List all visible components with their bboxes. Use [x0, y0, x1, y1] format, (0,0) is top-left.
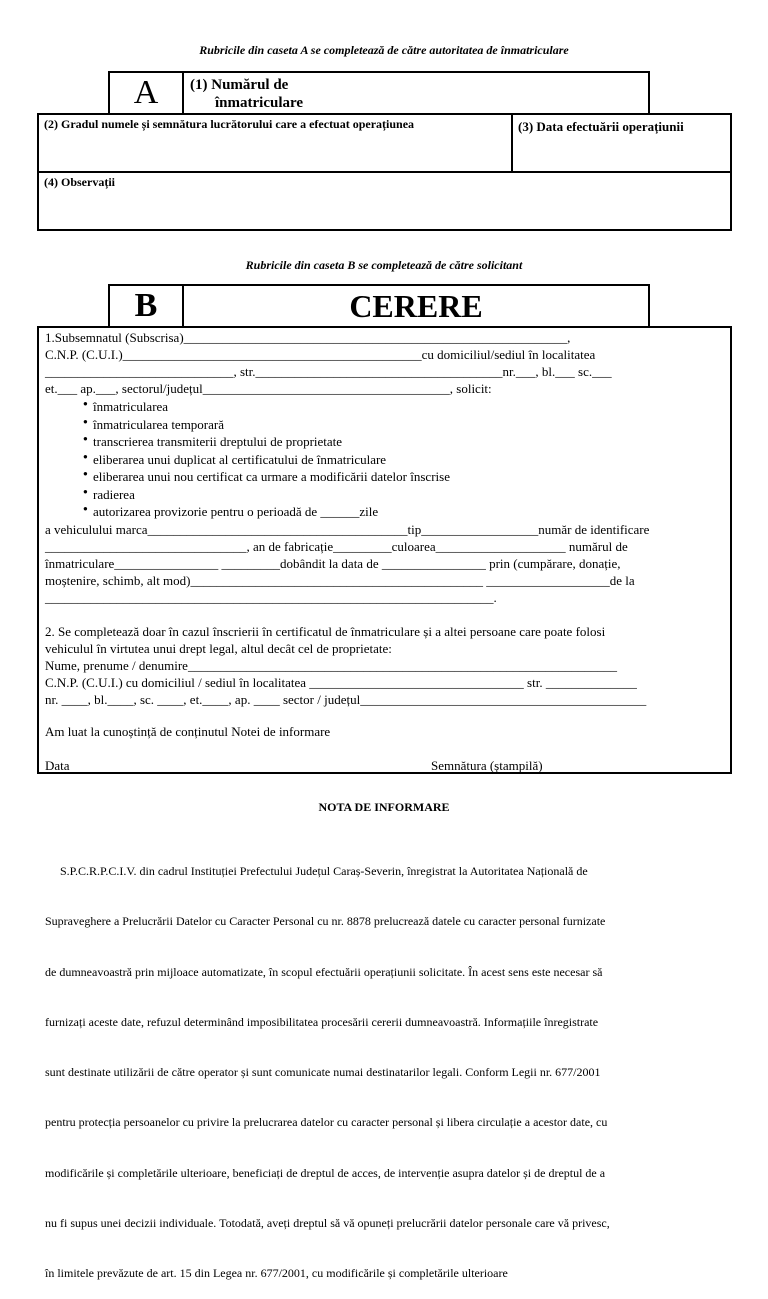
acknowledgement-text: Am luat la cunoștință de conținutul Notei de informare [45, 724, 331, 739]
vehicle-from-line[interactable]: _____________________________________________________________________. [45, 590, 497, 605]
note-line: S.P.C.R.P.C.I.V. din cadrul Instituției Prefectului Județul Caraș-Severin, înregistrat la Autoritatea Națională de [45, 864, 588, 878]
vehicle-section [45, 521, 649, 606]
note-line: Supraveghere a Prelucrării Datelor cu Caracter Personal cu nr. 8878 prelucrează datele cu caracter personal furnizate [45, 914, 606, 929]
other-person-address-line[interactable]: nr. ____, bl.____, sc. ____, et.____, ap. ____ sector / județul____________________________________________ [45, 692, 647, 707]
operation-date-field[interactable]: (3) Data efectuării operațiunii [518, 119, 684, 134]
other-person-section [45, 623, 646, 708]
box-a-letter: A [133, 74, 159, 111]
note-line: sunt destinate utilizării de către operator și sunt comunicate numai destinatarilor legali. Conform Legii nr. 677/2001 [45, 1065, 601, 1080]
vehicle-mode-line[interactable]: moștenire, schimb, alt mod)_____________________________________________ ___________________de la [45, 573, 635, 588]
note-line: în limitele prevăzute de art. 15 din Legea nr. 677/2001, cu modificările și completările ulterioare [45, 1266, 508, 1281]
registration-number-label [190, 76, 303, 112]
other-person-intro: 2. Se completează doar în cazul înscrierii în certificatul de înmatriculare și a altei persoane care poate folosi [45, 624, 606, 639]
applicant-cnp-line[interactable]: C.N.P. (C.U.I.)______________________________________________cu domiciliul/sediul în localitatea [45, 347, 596, 362]
note-line: nu fi supus unei decizii individuale. Totodată, aveți dreptul să vă opuneți prelucrării datelor personale care vă privesc, [45, 1216, 610, 1231]
box-b-caption: Rubricile din caseta B se completează de către solicitant [245, 258, 523, 272]
option-deregistration[interactable]: ● radierea [83, 486, 450, 504]
operator-name-field[interactable]: (2) Gradul numele și semnătura lucrătorului care a efectuat operațiunea [44, 117, 415, 131]
observations-field[interactable]: (4) Observații [44, 175, 115, 189]
note-body [45, 828, 735, 1299]
applicant-county-line[interactable]: et.___ ap.___, sectorul/județul______________________________________, solicit: [45, 381, 492, 396]
request-title: CERERE [349, 288, 483, 324]
option-ownership-transfer[interactable]: ● transcrierea transmiterii dreptului de proprietate [83, 433, 450, 451]
note-line: furnizați aceste date, refuzul determinând imposibilitatea procesării cererii dumneavoastră. Informațiile înregistrate [45, 1014, 599, 1029]
registration-number-line2: înmatriculare [215, 95, 304, 111]
option-duplicate-certificate[interactable]: ● eliberarea unui duplicat al certificatului de înmatriculare [83, 451, 450, 469]
signature-label[interactable]: Semnătura (ștampilă) [431, 758, 543, 773]
box-a-row-divider [37, 171, 732, 173]
request-options-list [83, 398, 450, 521]
box-b-letter: B [134, 287, 158, 324]
vehicle-year-line[interactable]: _______________________________, an de fabricație_________culoarea____________________ numărul de [45, 539, 628, 554]
applicant-name-line[interactable]: 1.Subsemnatul (Subscrisa)___________________________________________________________, [45, 330, 571, 345]
note-line: de dumneavoastră prin mijloace automatizate, în scopul efectuării operațiunii solicitate. În acest sens este necesar să [45, 964, 603, 979]
note-title: NOTA DE INFORMARE [318, 800, 450, 814]
note-line: modificările și completările ulterioare, beneficiați de dreptul de acces, de intervenție asupra datelor și de dreptul de a [45, 1165, 606, 1180]
box-a-divider [182, 71, 184, 115]
option-new-certificate[interactable]: ● eliberarea unui nou certificat ca urmare a modificării datelor înscrise [83, 468, 450, 486]
note-line: pentru protecția persoanelor cu privire la prelucrarea datelor cu caracter personal și libera circulație a acestor date, cu [45, 1115, 608, 1130]
date-label[interactable]: Data [45, 758, 70, 773]
box-a-caption: Rubricile din caseta A se completează de către autoritatea de înmatriculare [199, 43, 569, 57]
other-person-name-line[interactable]: Nume, prenume / denumire__________________________________________________________________ [45, 658, 617, 673]
registration-number-line1: (1) Numărul de [190, 77, 289, 93]
vehicle-brand-line[interactable]: a vehiculului marca________________________________________tip__________________număr de identificare [45, 522, 650, 537]
other-person-intro-cont: vehiculul în virtutea unui drept legal, altul decât cel de proprietate: [45, 641, 392, 656]
other-person-cnp-line[interactable]: C.N.P. (C.U.I.) cu domiciliul / sediul în localitatea _________________________________ str. ______________ [45, 675, 637, 690]
box-a-col-divider [511, 113, 513, 172]
applicant-address-line[interactable]: _____________________________, str.______________________________________nr.___, bl.___ sc.___ [45, 364, 612, 379]
option-provisional-authorization[interactable]: ● autorizarea provizorie pentru o perioadă de ______zile [83, 503, 450, 521]
vehicle-acquired-line[interactable]: înmatriculare________________ _________dobândit la data de ________________ prin (cumpărare, donație, [45, 556, 621, 571]
applicant-section [45, 329, 612, 397]
option-registration[interactable]: ● înmatricularea [83, 398, 450, 416]
option-temporary-registration[interactable]: ● înmatricularea temporară [83, 416, 450, 434]
